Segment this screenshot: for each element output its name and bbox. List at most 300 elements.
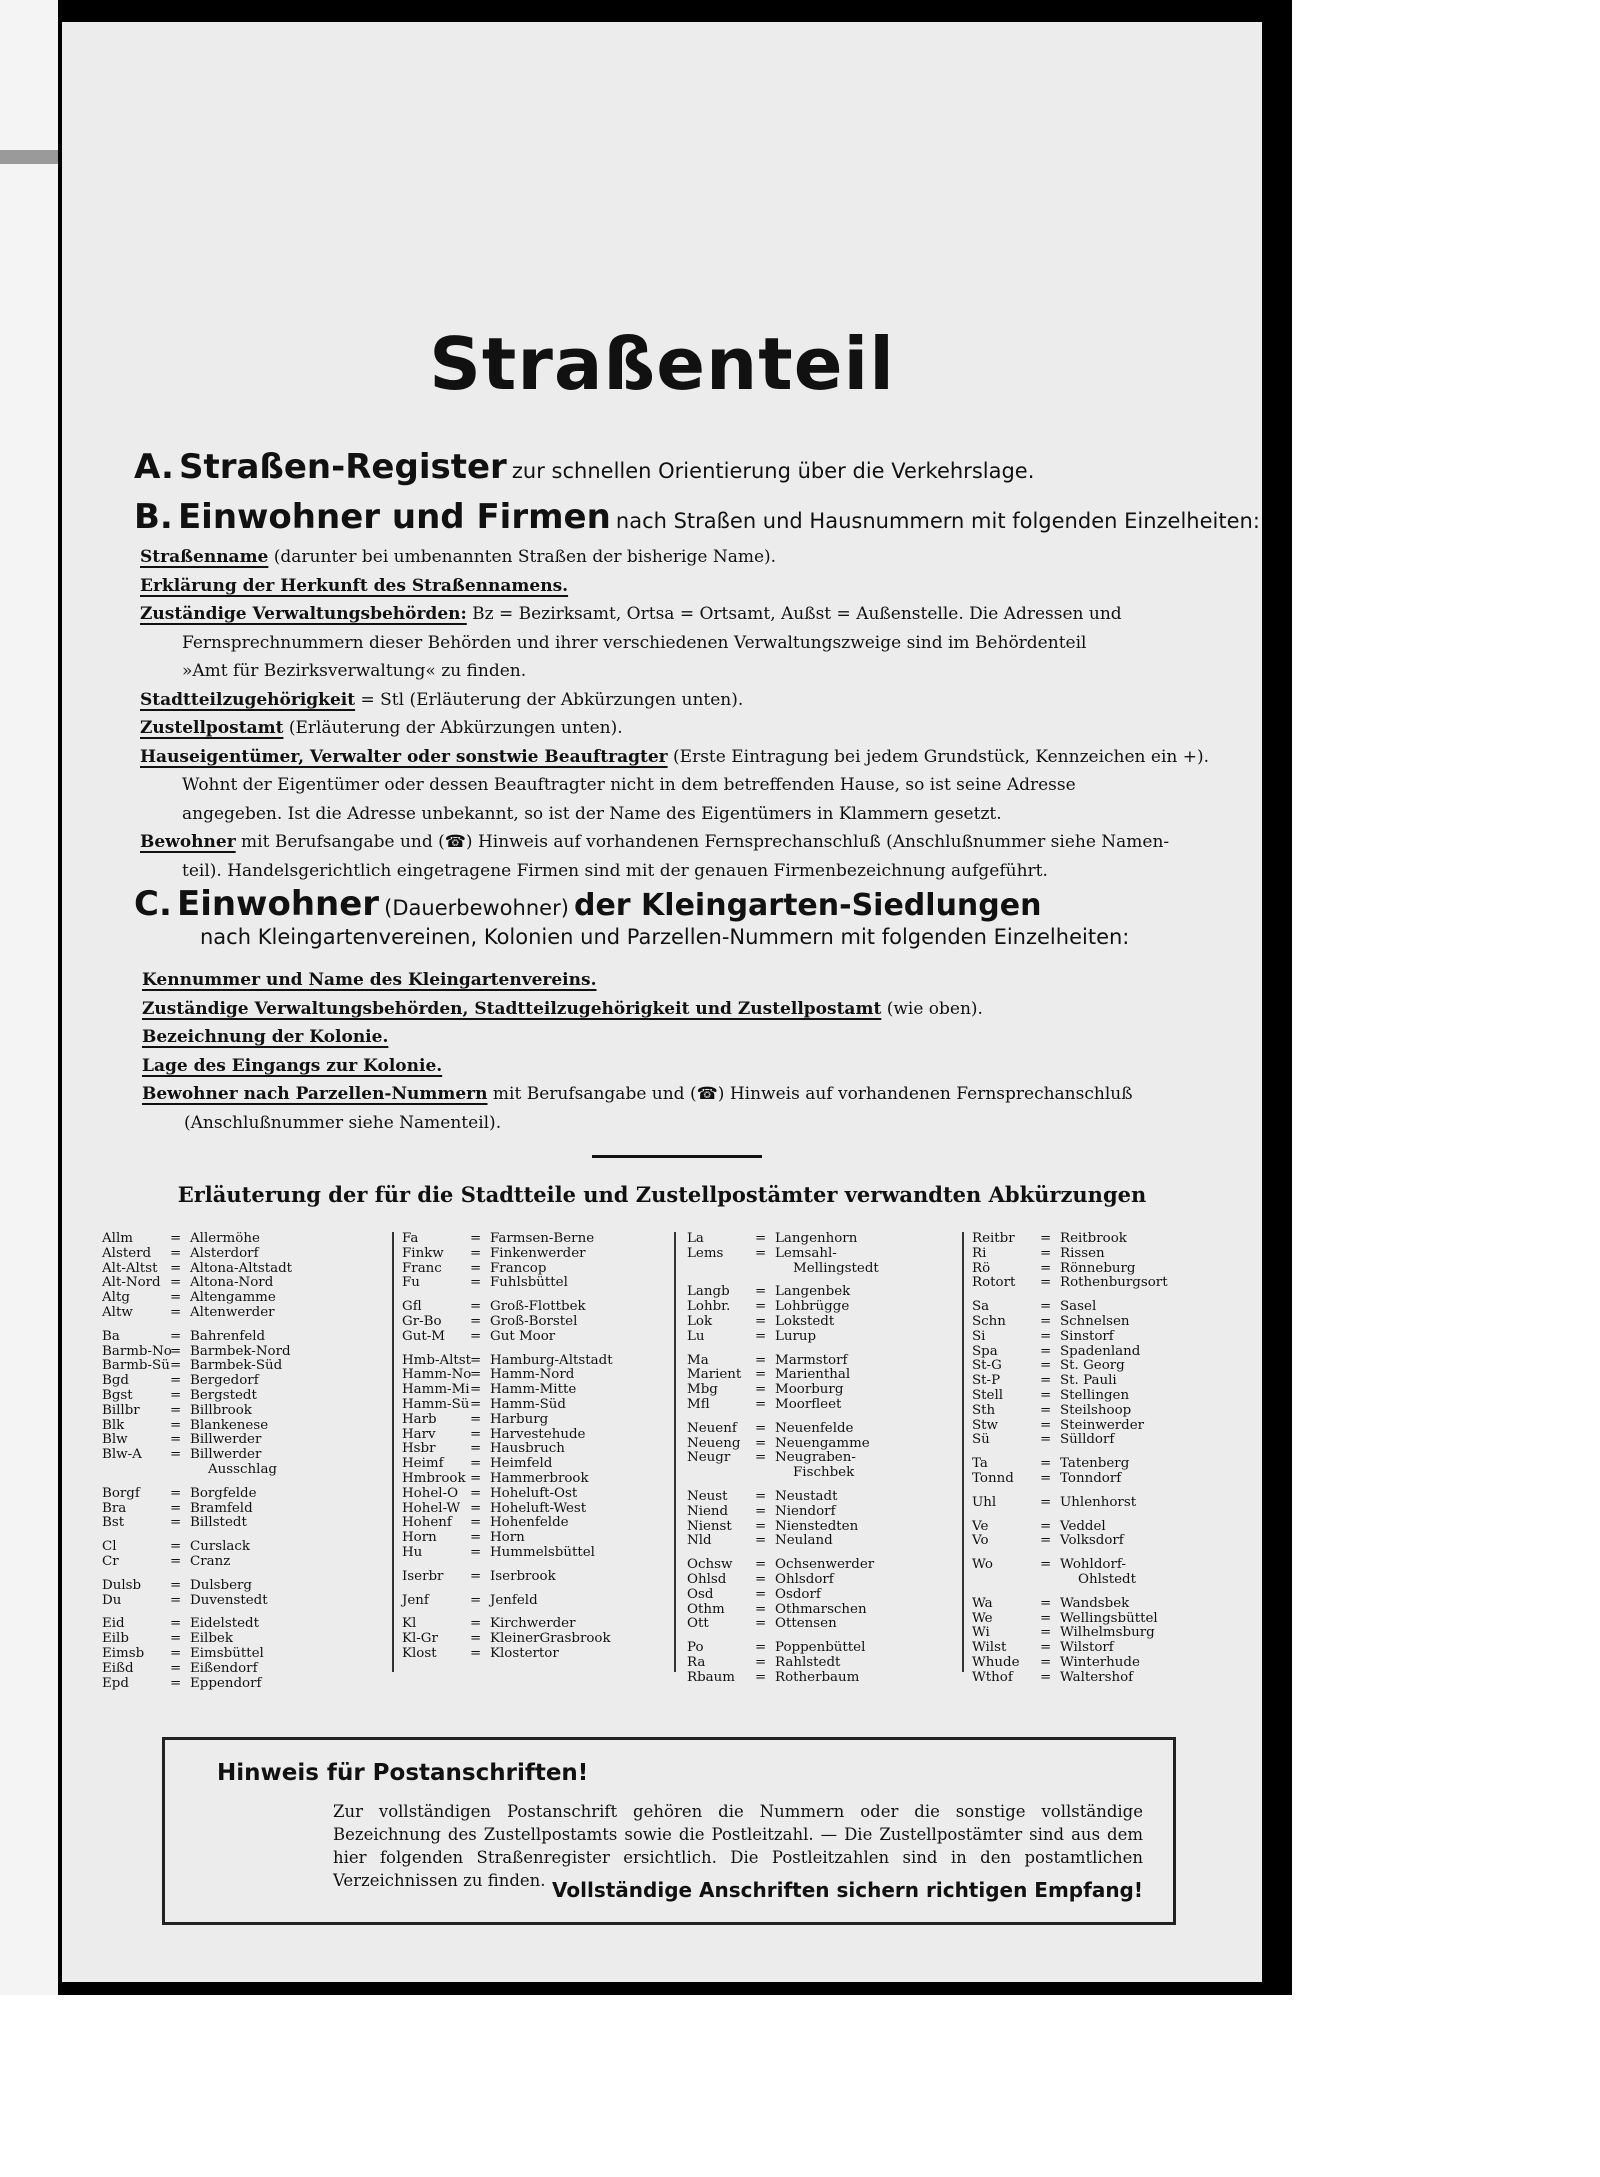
section-b-item-line (140, 549, 776, 566)
equals-sign: = (755, 1557, 767, 1573)
abbreviation-code: Stw (972, 1417, 999, 1433)
abbreviation-code: St-P (972, 1373, 1001, 1389)
abbreviation-row (687, 1656, 879, 1671)
abbreviation-code: Finkw (402, 1245, 444, 1261)
abbreviation-code: Neuenf (687, 1420, 737, 1436)
abbreviation-code: Ma (687, 1352, 709, 1368)
section-b-item-text: angegeben. Ist die Adresse unbekannt, so ist der Name des Eigentümers in Klammern gesetzt. (182, 803, 1002, 824)
section-c-item-label: Bezeichnung der Kolonie. (142, 1027, 389, 1047)
abbreviation-name: Neustadt (775, 1488, 838, 1504)
equals-sign: = (470, 1592, 482, 1608)
abbreviation-row (402, 1472, 613, 1487)
equals-sign: = (170, 1358, 182, 1374)
separator-rule (592, 1155, 762, 1158)
abbreviation-code: Horn (402, 1530, 437, 1546)
abbreviation-code: Billbr (102, 1402, 140, 1418)
equals-sign: = (1040, 1518, 1052, 1534)
abbreviation-code: Wi (972, 1625, 990, 1641)
abbreviation-name: Winterhude (1060, 1654, 1140, 1670)
equals-sign: = (755, 1435, 767, 1451)
abbreviation-code: Alsterd (102, 1245, 152, 1261)
abbreviation-name: Farmsen-Berne (490, 1231, 595, 1246)
abbreviation-name: Neuenfelde (775, 1420, 854, 1436)
abbreviation-code: Blw (102, 1432, 128, 1448)
equals-sign: = (170, 1343, 182, 1359)
abbreviation-name: Eilbek (190, 1631, 233, 1647)
abbreviation-name: Ohlstedt (1078, 1571, 1137, 1587)
abbreviation-name: Hohenfelde (490, 1515, 569, 1531)
abbreviation-code: Neueng (687, 1435, 741, 1451)
section-b-item-text: (Erläuterung der Abkürzungen unten). (283, 718, 623, 738)
abbreviation-code: Altg (102, 1290, 130, 1306)
section-b-item-line (182, 663, 526, 680)
abbreviation-name: Wellingsbüttel (1060, 1610, 1158, 1626)
abbreviation-name: Bahrenfeld (190, 1328, 266, 1344)
equals-sign: = (1040, 1417, 1052, 1433)
abbreviation-row (972, 1276, 1168, 1291)
equals-sign: = (755, 1571, 767, 1587)
abbreviation-row (972, 1330, 1168, 1345)
abbreviation-name: Curslack (190, 1539, 251, 1555)
section-b-item-label: Bewohner (140, 832, 236, 852)
abbreviation-name: Rönneburg (1060, 1260, 1136, 1276)
abbreviation-name: Fuhlsbüttel (490, 1275, 568, 1291)
equals-sign: = (470, 1313, 482, 1329)
equals-sign (755, 1466, 775, 1481)
abbreviation-row (687, 1641, 879, 1656)
left-page-edge (0, 0, 58, 1995)
section-c-subline (200, 925, 1129, 949)
abbreviation-code: Lohbr. (687, 1299, 731, 1315)
abbreviation-code: Stell (972, 1387, 1004, 1403)
abbreviation-name: Klostertor (490, 1645, 559, 1661)
abbreviation-code: Rbaum (687, 1669, 735, 1685)
abbreviations-title: Erläuterung der für die Stadtteile und Zustellpostämter verwandten Abkürzungen (177, 1182, 1147, 1207)
equals-sign: = (755, 1299, 767, 1315)
column-divider (392, 1232, 394, 1672)
abbreviation-code (972, 1573, 1040, 1588)
abbreviation-row (687, 1247, 879, 1262)
equals-sign: = (1040, 1260, 1052, 1276)
section-c-item-label: Kennummer und Name des Kleingartenvereins. (142, 970, 597, 990)
abbreviation-row (687, 1588, 879, 1603)
equals-sign: = (1040, 1402, 1052, 1418)
equals-sign: = (470, 1515, 482, 1531)
abbreviation-code: Kl (402, 1616, 417, 1632)
abbreviation-code: Lems (687, 1245, 724, 1261)
abbreviation-row (972, 1232, 1168, 1247)
abbreviation-name: Cranz (190, 1553, 231, 1569)
equals-sign: = (755, 1503, 767, 1519)
abbreviation-name: Rotherbaum (775, 1669, 860, 1685)
abbreviation-name: Neuland (775, 1533, 833, 1549)
abbreviation-row (972, 1573, 1168, 1588)
abbreviation-name: Eidelstedt (190, 1616, 259, 1632)
abbreviation-code: Blk (102, 1417, 125, 1433)
equals-sign: = (1040, 1557, 1052, 1573)
equals-sign: = (1040, 1373, 1052, 1389)
section-b-item-label: Zuständige Verwaltungsbehörden: (140, 604, 467, 624)
abbreviation-name: Blankenese (190, 1417, 269, 1433)
section-c (134, 884, 1041, 924)
abbreviation-name: Sinstorf (1060, 1328, 1114, 1344)
section-a-heading: Straßen-Register (178, 447, 507, 487)
equals-sign: = (1040, 1313, 1052, 1329)
abbreviation-row (402, 1487, 613, 1502)
equals-sign: = (1040, 1625, 1052, 1641)
section-c-item-line (184, 1112, 502, 1133)
section-b-item-label: Zustellpostamt (140, 718, 284, 738)
abbreviation-name: Gut Moor (490, 1328, 556, 1344)
equals-sign: = (470, 1500, 482, 1516)
abbreviation-code: Hu (402, 1544, 423, 1560)
abbreviation-name: Eppendorf (190, 1675, 262, 1691)
abbreviation-name: Eißendorf (190, 1660, 258, 1676)
abbreviation-row (402, 1516, 613, 1531)
equals-sign: = (470, 1367, 482, 1383)
abbreviation-code: Wthof (972, 1669, 1013, 1685)
abbreviation-row (102, 1555, 292, 1570)
equals-sign: = (170, 1373, 182, 1389)
abbreviation-row (972, 1300, 1168, 1315)
abbreviation-name: Tonndorf (1060, 1470, 1122, 1486)
equals-sign: = (170, 1660, 182, 1676)
abbreviation-row (687, 1398, 879, 1413)
abbreviation-name: Wohldorf- (1060, 1557, 1126, 1573)
abbreviation-name: Altengamme (190, 1290, 276, 1306)
section-b-item-text: Bz = Bezirksamt, Ortsa = Ortsamt, Außst = Außenstelle. Die Adressen und (466, 604, 1122, 624)
abbreviation-name: Langenhorn (775, 1231, 858, 1246)
abbreviation-row (402, 1300, 613, 1315)
abbreviation-name: Billwerder (190, 1447, 262, 1463)
abbreviation-name: KleinerGrasbrook (490, 1631, 611, 1647)
abbreviation-row (102, 1389, 292, 1404)
equals-sign: = (170, 1417, 182, 1433)
abbreviation-code: Wo (972, 1557, 993, 1573)
section-b-item-line (140, 575, 569, 596)
abbreviation-row (402, 1247, 613, 1262)
equals-sign: = (470, 1245, 482, 1261)
abbreviation-code: Schn (972, 1313, 1006, 1329)
equals-sign: = (170, 1631, 182, 1647)
section-c-item-line (142, 1055, 443, 1076)
abbreviation-code: Sth (972, 1402, 996, 1418)
section-b-item-text: teil). Handelsgerichtlich eingetragene Firmen sind mit der genauen Firmenbezeichnung aufgeführt. (182, 860, 1048, 881)
abbreviation-row (972, 1671, 1168, 1686)
abbreviation-name: Dulsberg (190, 1577, 252, 1593)
abbreviation-code (687, 1262, 755, 1277)
abbreviation-row (687, 1534, 879, 1549)
abbreviation-code: La (687, 1231, 704, 1246)
equals-sign: = (170, 1577, 182, 1593)
abbreviation-name: Hamm-Mitte (490, 1382, 577, 1398)
equals-sign: = (755, 1640, 767, 1656)
equals-sign: = (170, 1245, 182, 1261)
abbreviation-code: Altw (102, 1304, 133, 1320)
abbreviation-name: Uhlenhorst (1060, 1494, 1137, 1510)
abbreviation-row (102, 1502, 292, 1517)
abbreviation-row (402, 1617, 613, 1632)
abbreviation-row (687, 1451, 879, 1466)
abbreviation-code: Osd (687, 1586, 714, 1602)
equals-sign: = (470, 1426, 482, 1442)
abbreviation-row (687, 1505, 879, 1520)
abbreviation-code: Ve (972, 1518, 989, 1534)
equals-sign: = (170, 1645, 182, 1661)
abbreviation-row (102, 1374, 292, 1389)
abbreviation-row (402, 1398, 613, 1413)
abbreviation-code: Gfl (402, 1299, 422, 1315)
abbreviation-code: Niend (687, 1503, 729, 1519)
abbreviation-name: Schnelsen (1060, 1313, 1130, 1329)
equals-sign: = (755, 1601, 767, 1617)
abbreviation-name: Hamburg-Altstadt (490, 1352, 613, 1368)
abbreviation-name: Marienthal (775, 1367, 851, 1383)
abbreviation-column (687, 1232, 879, 1686)
equals-sign: = (1040, 1470, 1052, 1486)
abbreviation-row (102, 1463, 292, 1478)
abbreviation-code: Ott (687, 1616, 709, 1632)
abbreviation-row (402, 1276, 613, 1291)
abbreviation-name: Hamm-Nord (490, 1367, 575, 1383)
equals-sign (755, 1262, 775, 1277)
abbreviation-row (972, 1419, 1168, 1434)
abbreviation-name: Billwerder (190, 1432, 262, 1448)
abbreviation-code: Hmb-Altst (402, 1352, 472, 1368)
abbreviation-name: Osdorf (775, 1586, 821, 1602)
abbreviation-code: Gr-Bo (402, 1313, 442, 1329)
equals-sign: = (755, 1420, 767, 1436)
equals-sign: = (470, 1411, 482, 1427)
section-b-item-line (140, 746, 1210, 767)
abbreviation-row (102, 1247, 292, 1262)
equals-sign: = (170, 1231, 182, 1246)
equals-sign: = (755, 1313, 767, 1329)
abbreviation-row (972, 1656, 1168, 1671)
abbreviation-name: Hammerbrook (490, 1470, 589, 1486)
abbreviation-code: St-G (972, 1358, 1002, 1374)
abbreviation-name: Hoheluft-Ost (490, 1485, 578, 1501)
abbreviation-code: Mfl (687, 1396, 710, 1412)
abbreviation-row (402, 1570, 613, 1585)
equals-sign: = (170, 1387, 182, 1403)
abbreviation-row (402, 1594, 613, 1609)
section-b-item-text: (darunter bei umbenannten Straßen der bisherige Name). (268, 547, 777, 567)
equals-sign: = (170, 1500, 182, 1516)
abbreviation-row (972, 1520, 1168, 1535)
abbreviation-name: Waltershof (1060, 1669, 1134, 1685)
abbreviation-row (972, 1558, 1168, 1573)
equals-sign: = (470, 1470, 482, 1486)
abbreviation-row (402, 1354, 613, 1369)
equals-sign: = (1040, 1231, 1052, 1246)
abbreviation-row (102, 1579, 292, 1594)
abbreviation-row (687, 1437, 879, 1452)
equals-sign: = (170, 1515, 182, 1531)
document-page (62, 22, 1262, 1982)
abbreviation-row (402, 1383, 613, 1398)
equals-sign: = (1040, 1328, 1052, 1344)
abbreviation-code: Spa (972, 1343, 998, 1359)
section-c-item-text: mit Berufsangabe und (☎) Hinweis auf vorhandenen Fernsprechanschluß (487, 1084, 1133, 1104)
abbreviation-column (972, 1232, 1168, 1686)
section-c-item-label: Lage des Eingangs zur Kolonie. (142, 1055, 443, 1076)
abbreviation-code: Sa (972, 1299, 990, 1315)
abbreviation-code: Ochsw (687, 1557, 733, 1573)
abbreviation-name: Lohbrügge (775, 1299, 850, 1315)
abbreviation-name: Iserbrook (490, 1568, 556, 1584)
abbreviation-row (687, 1300, 879, 1315)
abbreviation-row (972, 1315, 1168, 1330)
abbreviation-row (972, 1389, 1168, 1404)
abbreviation-code: Ohlsd (687, 1571, 727, 1587)
equals-sign: = (470, 1299, 482, 1315)
equals-sign: = (755, 1367, 767, 1383)
abbreviation-name: Veddel (1060, 1518, 1106, 1534)
abbreviation-code: Jenf (402, 1592, 429, 1608)
abbreviation-row (102, 1677, 292, 1692)
abbreviation-row (402, 1413, 613, 1428)
abbreviation-row (402, 1330, 613, 1345)
page-title: Straßenteil (429, 322, 895, 406)
notice-title: Hinweis für Postanschriften! (217, 1760, 589, 1786)
abbreviation-name: Barmbek-Nord (190, 1343, 291, 1359)
abbreviation-row (972, 1247, 1168, 1262)
section-b-item-label: Straßenname (140, 547, 269, 567)
abbreviation-code: Klost (402, 1645, 437, 1661)
abbreviation-name: Stellingen (1060, 1387, 1130, 1403)
abbreviation-row (102, 1359, 292, 1374)
abbreviation-name: Fischbek (793, 1465, 855, 1481)
section-b-item-line (182, 632, 1087, 653)
abbreviation-name: Lurup (775, 1328, 817, 1344)
abbreviation-row (972, 1374, 1168, 1389)
section-a (134, 447, 1034, 487)
abbreviation-code (102, 1463, 170, 1478)
abbreviation-row (402, 1531, 613, 1546)
abbreviation-code: Barmb-No (102, 1343, 172, 1359)
abbreviation-name: Bergedorf (190, 1373, 259, 1389)
equals-sign: = (755, 1231, 767, 1246)
abbreviation-name: St. Georg (1060, 1358, 1125, 1374)
abbreviation-name: Ausschlag (208, 1461, 277, 1477)
equals-sign: = (755, 1616, 767, 1632)
abbreviation-row (687, 1490, 879, 1505)
column-divider (674, 1232, 676, 1672)
equals-sign: = (470, 1260, 482, 1276)
section-b-letter: B. (134, 497, 173, 537)
section-c-item-line (142, 998, 983, 1019)
abbreviation-name: Nienstedten (775, 1518, 859, 1534)
abbreviation-code: Du (102, 1592, 122, 1608)
abbreviation-name: Altona-Altstadt (190, 1260, 293, 1276)
abbreviation-code: Lu (687, 1328, 705, 1344)
abbreviation-code: Tonnd (972, 1470, 1014, 1486)
abbreviation-row (972, 1404, 1168, 1419)
abbreviation-code: Wilst (972, 1640, 1007, 1656)
equals-sign: = (1040, 1432, 1052, 1448)
abbreviation-row (102, 1262, 292, 1277)
equals-sign: = (170, 1447, 182, 1463)
abbreviation-row (102, 1632, 292, 1647)
abbreviation-name: Kirchwerder (490, 1616, 576, 1632)
abbreviation-row (972, 1345, 1168, 1360)
abbreviation-row (102, 1516, 292, 1531)
abbreviation-name: Neuengamme (775, 1435, 870, 1451)
equals-sign: = (470, 1328, 482, 1344)
abbreviation-row (687, 1617, 879, 1632)
equals-sign: = (470, 1396, 482, 1412)
abbreviation-row (102, 1594, 292, 1609)
equals-sign: = (170, 1616, 182, 1632)
abbreviation-row (102, 1448, 292, 1463)
equals-sign: = (1040, 1299, 1052, 1315)
abbreviation-row (102, 1306, 292, 1321)
abbreviation-name: Harvestehude (490, 1426, 586, 1442)
abbreviation-code: Mbg (687, 1382, 718, 1398)
abbreviation-name: Spadenland (1060, 1343, 1141, 1359)
equals-sign: = (470, 1382, 482, 1398)
section-b-heading: Einwohner und Firmen (177, 497, 611, 537)
abbreviation-code (687, 1466, 755, 1481)
section-b-item-text: »Amt für Bezirksverwaltung« zu finden. (182, 661, 527, 681)
equals-sign: = (755, 1284, 767, 1300)
abbreviation-code: Bra (102, 1500, 127, 1516)
abbreviation-name: Mellingstedt (793, 1260, 879, 1276)
abbreviation-row (687, 1671, 879, 1686)
abbreviation-row (687, 1383, 879, 1398)
abbreviation-name: Finkenwerder (490, 1245, 586, 1261)
section-b-item-text: = Stl (Erläuterung der Abkürzungen unten). (355, 689, 744, 710)
equals-sign: = (1040, 1669, 1052, 1685)
abbreviation-row (102, 1404, 292, 1419)
equals-sign: = (470, 1441, 482, 1457)
abbreviation-name: Othmarschen (775, 1601, 867, 1617)
equals-sign: = (170, 1290, 182, 1306)
abbreviation-row (102, 1487, 292, 1502)
abbreviation-name: Billbrook (190, 1402, 252, 1418)
abbreviation-name: Langenbek (775, 1284, 851, 1300)
abbreviation-name: Volksdorf (1060, 1533, 1124, 1549)
equals-sign: = (170, 1260, 182, 1276)
abbreviation-row (402, 1368, 613, 1383)
equals-sign: = (755, 1328, 767, 1344)
abbreviation-row (972, 1457, 1168, 1472)
abbreviation-code: Harv (402, 1426, 436, 1442)
abbreviation-row (402, 1262, 613, 1277)
section-c-item-text: (Anschlußnummer siehe Namenteil). (184, 1112, 502, 1133)
equals-sign: = (470, 1485, 482, 1501)
abbreviation-code: Si (972, 1328, 986, 1344)
section-b-item-line (140, 720, 623, 737)
abbreviation-code: Alt-Altst (102, 1260, 158, 1276)
abbreviation-row (687, 1232, 879, 1247)
equals-sign: = (470, 1275, 482, 1291)
abbreviation-code: Ri (972, 1245, 987, 1261)
abbreviation-name: Harburg (490, 1411, 549, 1427)
equals-sign: = (755, 1245, 767, 1261)
equals-sign: = (1040, 1358, 1052, 1374)
section-b-text: nach Straßen und Hausnummern mit folgenden Einzelheiten: (615, 509, 1260, 533)
abbreviation-name: Hausbruch (490, 1441, 565, 1457)
abbreviation-code: Rotort (972, 1275, 1016, 1291)
abbreviation-row (402, 1457, 613, 1472)
abbreviation-name: Poppenbüttel (775, 1640, 866, 1656)
equals-sign: = (170, 1592, 182, 1608)
abbreviation-name: Tatenberg (1060, 1456, 1130, 1472)
abbreviation-name: Allermöhe (190, 1231, 260, 1246)
equals-sign: = (1040, 1533, 1052, 1549)
